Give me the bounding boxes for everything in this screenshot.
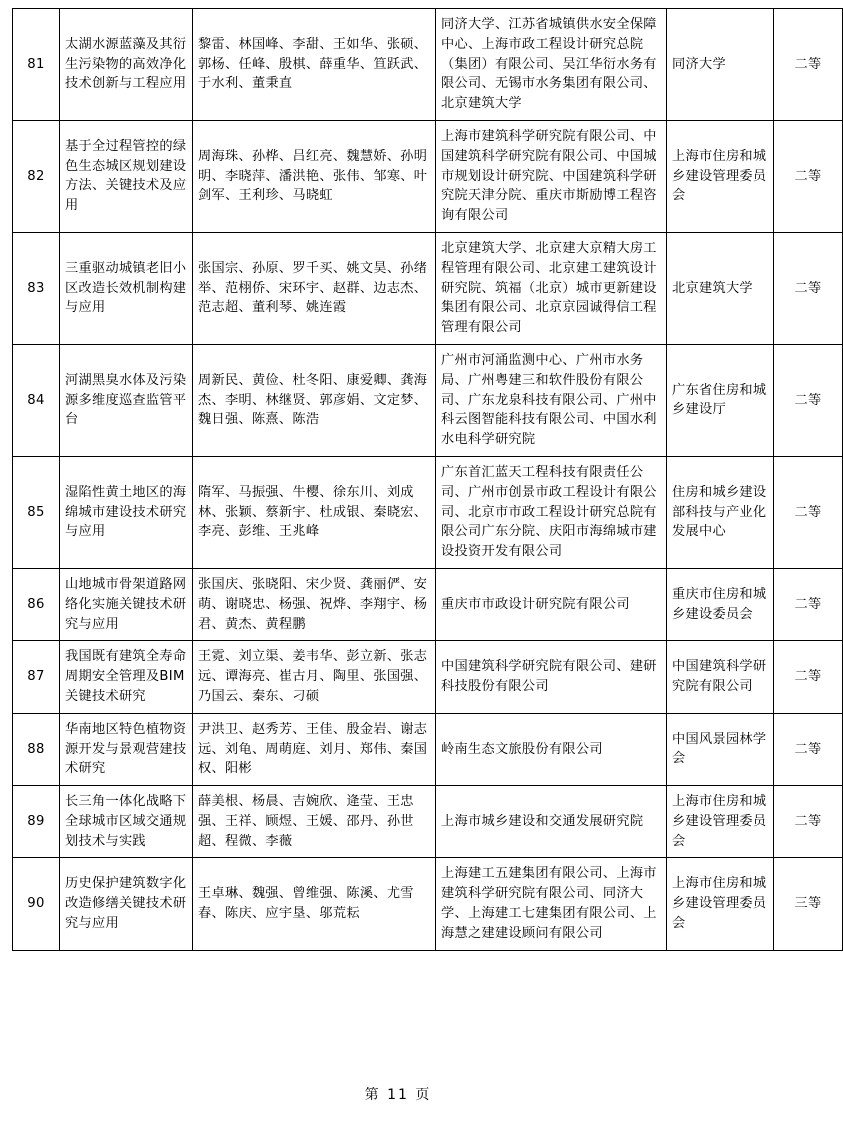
- project-title: 山地城市骨架道路网络化实施关键技术研究与应用: [60, 568, 193, 640]
- award-grade: 二等: [774, 232, 843, 344]
- table-row: [13, 568, 843, 640]
- project-title: 历史保护建筑数字化改造修缮关键技术研究与应用: [60, 858, 193, 950]
- award-grade: 二等: [774, 456, 843, 568]
- project-title: 三重驱动城镇老旧小区改造长效机制构建与应用: [60, 232, 193, 344]
- main-organizations: 上海建工五建集团有限公司、上海市建筑科学研究院有限公司、同济大学、上海建工七建集团有限公司、上海慧之建建设顾问有限公司: [436, 858, 667, 950]
- row-number: 84: [13, 344, 60, 456]
- row-number: 87: [13, 641, 60, 713]
- recommending-unit: 北京建筑大学: [667, 232, 774, 344]
- table-row: [13, 456, 843, 568]
- page-footer: 第 11 页: [364, 1087, 432, 1103]
- main-organizations: 上海市建筑科学研究院有限公司、中国建筑科学研究院有限公司、中国城市规划设计研究院、中国建筑科学研究院天津分院、重庆市斯励博工程咨询有限公司: [436, 120, 667, 232]
- main-organizations: 重庆市市政设计研究院有限公司: [436, 568, 667, 640]
- main-organizations: 广东首汇蓝天工程科技有限责任公司、广州市创景市政工程设计有限公司、北京市市政工程设计研究总院有限公司广东分院、庆阳市海绵城市建设投资开发有限公司: [436, 456, 667, 568]
- project-title: 我国既有建筑全寿命周期安全管理及BIM关键技术研究: [60, 641, 193, 713]
- award-projects-table: [12, 8, 843, 951]
- table-row: [13, 120, 843, 232]
- row-number: 90: [13, 858, 60, 950]
- table-row: [13, 9, 843, 121]
- recommending-unit: 同济大学: [667, 9, 774, 121]
- main-contributors: 隋军、马振强、牛樱、徐东川、刘成林、张颖、蔡新宇、杜成银、秦晓宏、李亮、彭维、王兆峰: [193, 456, 436, 568]
- table-row: [13, 713, 843, 785]
- main-contributors: 尹洪卫、赵秀芳、王佳、殷金岩、谢志远、刘龟、周萌庭、刘月、郑伟、秦国权、阳彬: [193, 713, 436, 785]
- row-number: 81: [13, 9, 60, 121]
- project-title: 太湖水源蓝藻及其衍生污染物的高效净化技术创新与工程应用: [60, 9, 193, 121]
- award-grade: 二等: [774, 120, 843, 232]
- row-number: 88: [13, 713, 60, 785]
- table-body: [13, 9, 843, 951]
- table-row: [13, 232, 843, 344]
- award-grade: 二等: [774, 641, 843, 713]
- table-row: [13, 344, 843, 456]
- table-row: [13, 641, 843, 713]
- award-grade: 二等: [774, 713, 843, 785]
- row-number: 86: [13, 568, 60, 640]
- table-row: [13, 786, 843, 858]
- award-grade: 三等: [774, 858, 843, 950]
- recommending-unit: 住房和城乡建设部科技与产业化发展中心: [667, 456, 774, 568]
- row-number: 82: [13, 120, 60, 232]
- main-contributors: 周海珠、孙桦、吕红亮、魏慧娇、孙明明、李晓萍、潘洪艳、张伟、邹寒、叶剑军、王利珍、马晓虹: [193, 120, 436, 232]
- main-organizations: 岭南生态文旅股份有限公司: [436, 713, 667, 785]
- main-contributors: 黎雷、林国峰、李甜、王如华、张硕、郭杨、任峰、殷棋、薛重华、笪跃武、于水利、董秉直: [193, 9, 436, 121]
- award-grade: 二等: [774, 344, 843, 456]
- main-contributors: 王卓琳、魏强、曾维强、陈溪、尤雪春、陈庆、应宇垦、邬荒耘: [193, 858, 436, 950]
- award-grade: 二等: [774, 568, 843, 640]
- main-contributors: 薛美根、杨晨、吉婉欣、逄莹、王忠强、王祥、顾煜、王媛、邵丹、孙世超、程微、李薇: [193, 786, 436, 858]
- main-contributors: 王霓、刘立渠、姜韦华、彭立新、张志远、谭海亮、崔古月、陶里、张国强、乃国云、秦东、刁硕: [193, 641, 436, 713]
- project-title: 湿陷性黄土地区的海绵城市建设技术研究与应用: [60, 456, 193, 568]
- row-number: 85: [13, 456, 60, 568]
- main-contributors: 张国宗、孙原、罗千买、姚文昊、孙绪举、范栩侨、宋环宇、赵群、边志杰、范志超、董利琴、姚连霞: [193, 232, 436, 344]
- project-title: 长三角一体化战略下全球城市区域交通规划技术与实践: [60, 786, 193, 858]
- main-organizations: 上海市城乡建设和交通发展研究院: [436, 786, 667, 858]
- recommending-unit: 上海市住房和城乡建设管理委员会: [667, 786, 774, 858]
- table-row: [13, 858, 843, 950]
- recommending-unit: 上海市住房和城乡建设管理委员会: [667, 858, 774, 950]
- main-organizations: 同济大学、江苏省城镇供水安全保障中心、上海市政工程设计研究总院（集团）有限公司、吴江华衍水务有限公司、无锡市水务集团有限公司、北京建筑大学: [436, 9, 667, 121]
- award-grade: 二等: [774, 9, 843, 121]
- project-title: 基于全过程管控的绿色生态城区规划建设方法、关键技术及应用: [60, 120, 193, 232]
- recommending-unit: 广东省住房和城乡建设厅: [667, 344, 774, 456]
- project-title: 河湖黑臭水体及污染源多维度巡查监管平台: [60, 344, 193, 456]
- recommending-unit: 上海市住房和城乡建设管理委员会: [667, 120, 774, 232]
- main-organizations: 广州市河涌监测中心、广州市水务局、广州粤建三和软件股份有限公司、广东龙泉科技有限公司、广州中科云图智能科技有限公司、中国水利水电科学研究院: [436, 344, 667, 456]
- recommending-unit: 重庆市住房和城乡建设委员会: [667, 568, 774, 640]
- row-number: 89: [13, 786, 60, 858]
- project-title: 华南地区特色植物资源开发与景观营建技术研究: [60, 713, 193, 785]
- recommending-unit: 中国建筑科学研究院有限公司: [667, 641, 774, 713]
- main-contributors: 周新民、黄俭、杜冬阳、康爱卿、龚海杰、李明、林继贤、郭彦娟、文定梦、魏日强、陈熹、陈浩: [193, 344, 436, 456]
- row-number: 83: [13, 232, 60, 344]
- main-organizations: 北京建筑大学、北京建大京精大房工程管理有限公司、北京建工建筑设计研究院、筑福（北京）城市更新建设集团有限公司、北京京园诚得信工程管理有限公司: [436, 232, 667, 344]
- recommending-unit: 中国风景园林学会: [667, 713, 774, 785]
- main-contributors: 张国庆、张晓阳、宋少贤、龚丽俨、安萌、谢晓忠、杨强、祝烨、李翔宇、杨君、黄杰、黄程鹏: [193, 568, 436, 640]
- main-organizations: 中国建筑科学研究院有限公司、建研科技股份有限公司: [436, 641, 667, 713]
- award-grade: 二等: [774, 786, 843, 858]
